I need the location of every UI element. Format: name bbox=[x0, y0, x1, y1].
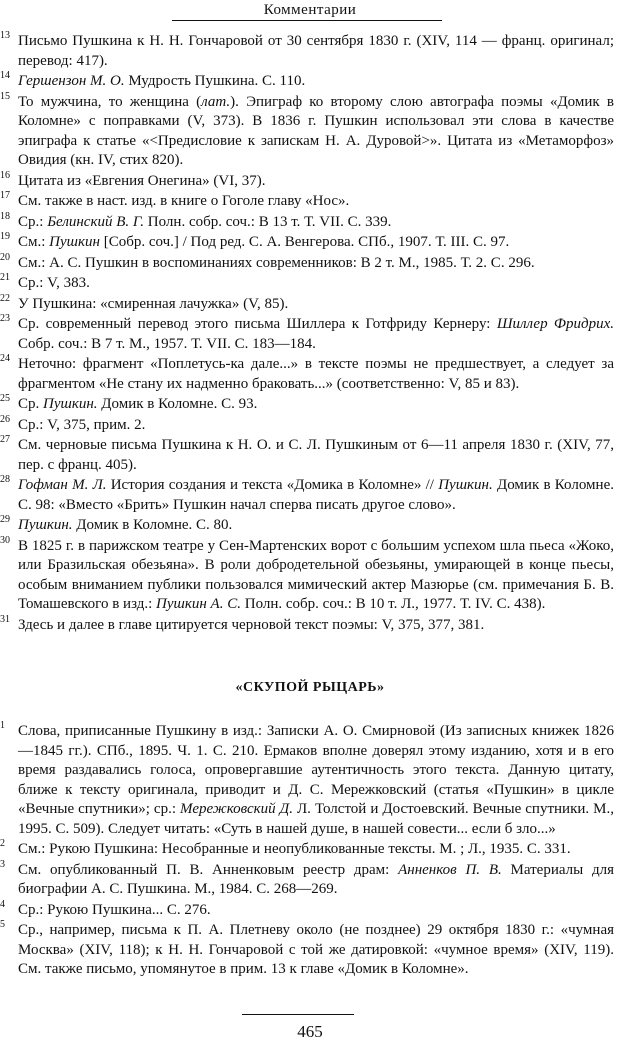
footnote-italic-text: Гофман М. Л. bbox=[18, 477, 107, 493]
footnote-27 bbox=[0, 436, 620, 475]
footnote-text: Домик в Коломне. С. 98: «Вместо «Брить» Пушкин начал сперва писать другое слово». bbox=[18, 477, 614, 513]
footnote-number: 4 bbox=[0, 898, 5, 910]
footnote-text: В 1825 г. в парижском театре у Сен-Мартенских ворот с большим успехом шла пьеса «Жоко, или Бразильская обезьяна». В роли добродетельной обезьяны, умирающей в конце пьесы, особым вниманием публики пользовался мимический актер Мазюрье (см. примечания Б. В. Томашевского в изд.: bbox=[18, 537, 614, 612]
footnote-text: Домик в Коломне. С. 93. bbox=[97, 396, 258, 412]
footnote-italic-text: Белинский В. Г. bbox=[47, 213, 145, 230]
footnote-1 bbox=[0, 722, 620, 839]
footnote-24 bbox=[0, 355, 620, 394]
footnote-29 bbox=[0, 516, 620, 536]
footnote-4 bbox=[0, 898, 620, 921]
footnote-text: Ср. bbox=[18, 396, 44, 412]
footnote-text: См.: bbox=[18, 234, 50, 250]
footnote-text: Ср., например, письма к П. А. Плетневу около (не позднее) 29 октября 1830 г.: «чумная Москва» (XIV, 118); к Н. Н. Гончаровой с той же датировкой: «чумное время» (XIV, 119). См. также письмо, упомянутое в прим. 13 к главе «Домик в Коломне». bbox=[18, 922, 614, 977]
footnote-number: 16 bbox=[0, 169, 10, 181]
footnote-text: У Пушкина: «смиренная лачужка» (V, 85). bbox=[18, 295, 289, 312]
footnote-number: 26 bbox=[0, 413, 10, 425]
footnote-number: 22 bbox=[0, 292, 10, 304]
footnote-20 bbox=[0, 251, 620, 274]
footnote-number: 31 bbox=[0, 613, 10, 625]
footnote-text: То мужчина, то женщина ( bbox=[18, 93, 202, 110]
footnote-text: Ср.: V, 383. bbox=[18, 275, 90, 291]
footnote-text: Слова, приписанные Пушкину в изд.: Записки А. О. Смирновой (Из записных книжек 1826—1845 гг.). СПб., 1895. Ч. 1. С. 210. Ермаков вполне доверял этому изданию, хотя и в его время раздавались голоса, опровергавшие аутентичность этого текста. Данную цитату, ближе к тексту оригинала, приводит и Д. С. Мережковский (статья «Пушкин» в цикле «Вечные спутники»; ср.: bbox=[18, 723, 614, 817]
footnote-italic-text: лат. bbox=[201, 93, 231, 110]
footnote-number: 14 bbox=[0, 70, 10, 81]
footnote-number: 3 bbox=[0, 858, 5, 870]
footnote-text: См. опубликованный П. В. Анненковым реестр драм: bbox=[18, 861, 399, 878]
footnote-text: Ср.: V, 375, прим. 2. bbox=[18, 416, 146, 433]
footnote-number: 27 bbox=[0, 434, 10, 445]
footnote-number: 18 bbox=[0, 210, 10, 222]
footnote-18 bbox=[0, 210, 620, 233]
footnote-number: 1 bbox=[0, 720, 5, 731]
footnote-text: Ср.: bbox=[18, 213, 48, 230]
footnote-text: Неточно: фрагмент «Поплетусь-ка дале...» в тексте поэмы не предшествует, а следует за фрагментом «Не стану их надменно браковать...» (соответственно: V, 85 и 83). bbox=[18, 356, 614, 392]
footnote-28 bbox=[0, 476, 620, 515]
footnote-22 bbox=[0, 292, 620, 315]
footnote-text: Здесь и далее в главе цитируется черновой текст поэмы: V, 375, 377, 381. bbox=[18, 616, 485, 633]
footnote-text: Ср. современный перевод этого письма Шиллера к Готфриду Кернеру: bbox=[18, 316, 497, 332]
footnote-text: Мудрость Пушкина. С. 110. bbox=[124, 73, 306, 89]
footnote-number: 29 bbox=[0, 514, 10, 525]
footnote-number: 19 bbox=[0, 231, 10, 242]
footnote-number: 20 bbox=[0, 251, 10, 263]
footnote-13 bbox=[0, 32, 620, 71]
footnote-23 bbox=[0, 315, 620, 354]
footnote-text: [Собр. соч.] / Под ред. С. А. Венгерова. СПб., 1907. Т. III. С. 97. bbox=[99, 234, 510, 250]
footnote-italic-text: Анненков П. В. bbox=[398, 861, 502, 878]
footnote-30 bbox=[0, 534, 620, 615]
footnote-text: Домик в Коломне. С. 80. bbox=[72, 517, 233, 533]
footnote-16 bbox=[0, 169, 620, 192]
footnote-number: 30 bbox=[0, 534, 10, 546]
footnote-number: 15 bbox=[0, 90, 10, 102]
footnote-text: История создания и текста «Домика в Коломне» // bbox=[106, 477, 439, 493]
footnote-text: Материалы для биографии А. С. Пушкина. М., 1984. С. 268—269. bbox=[18, 861, 614, 897]
footnote-number: 5 bbox=[0, 919, 5, 930]
footnote-text: Цитата из «Евгения Онегина» (VI, 37). bbox=[18, 172, 266, 189]
footnote-text: Ср.: Рукою Пушкина... С. 276. bbox=[18, 901, 211, 918]
footnote-text: См.: Рукою Пушкина: Несобранные и неопубликованные тексты. М. ; Л., 1935. С. 331. bbox=[18, 841, 571, 857]
footnote-text: ). Эпиграф ко второму слою автографа поэмы «Домик в Коломне» с поправками (V, 373). В 1836 г. Пушкин использовал эти слова в качестве эпиграфа к статье «<Предисловие к запискам Н. А. Дуровой>». Цитата из «Метаморфоз» Овидия (кн. IV, стих 820). bbox=[18, 93, 614, 168]
footnote-text: См. также в наст. изд. в книге о Гоголе главу «Нос». bbox=[18, 193, 350, 209]
footnote-italic-text: Гершензон М. О. bbox=[18, 73, 125, 89]
page-number: 465 bbox=[297, 1022, 323, 1041]
footnote-text: Полн. собр. соч.: В 10 т. Л., 1977. Т. IV. С. 438). bbox=[240, 596, 546, 612]
footnote-number: 17 bbox=[0, 190, 10, 201]
footnote-italic-text: Пушкин. bbox=[18, 517, 73, 533]
footnote-italic-text: Шиллер Фридрих. bbox=[496, 316, 614, 332]
header-rule bbox=[172, 20, 442, 21]
footnote-25 bbox=[0, 395, 620, 415]
footnote-26 bbox=[0, 413, 620, 436]
footnote-number: 23 bbox=[0, 313, 10, 324]
footnote-number: 24 bbox=[0, 353, 10, 364]
footnote-italic-text: Пушкин А. С. bbox=[156, 596, 241, 612]
footnote-text: Л. Толстой и Достоевский. Вечные спутники. М., 1995. С. 509). Следует читать: «Суть в нашей душе, в нашей совести... если б зло...» bbox=[18, 801, 614, 837]
footnote-3 bbox=[0, 858, 620, 900]
notes-list-domik bbox=[0, 32, 620, 636]
footnote-text: Полн. собр. соч.: В 13 т. Т. VII. С. 339. bbox=[144, 213, 392, 230]
section-title: «СКУПОЙ РЫЦАРЬ» bbox=[235, 680, 385, 695]
footnote-italic-text: Пушкин. bbox=[43, 396, 98, 412]
footnote-text: См.: А. С. Пушкин в воспоминаниях современников: В 2 т. М., 1985. Т. 2. С. 296. bbox=[18, 254, 535, 271]
footnote-text: Собр. соч.: В 7 т. М., 1957. Т. VII. С. 183—184. bbox=[18, 335, 316, 352]
running-head: Комментарии bbox=[263, 2, 357, 18]
footnote-19 bbox=[0, 233, 620, 253]
footnote-2 bbox=[0, 840, 620, 860]
footnote-text: Письмо Пушкина к Н. Н. Гончаровой от 30 сентября 1830 г. (XIV, 114 — франц. оригинал; перевод: 417). bbox=[18, 33, 614, 69]
footnote-21 bbox=[0, 274, 620, 294]
footnote-number: 2 bbox=[0, 838, 5, 849]
footnote-italic-text: Пушкин bbox=[49, 234, 100, 250]
footnote-14 bbox=[0, 72, 620, 92]
footnote-15 bbox=[0, 90, 620, 171]
footnote-text: См. черновые письма Пушкина к Н. О. и С. Л. Пушкиным от 6—11 апреля 1830 г. (XIV, 77, пер. с франц. 405). bbox=[18, 437, 614, 473]
footnote-italic-text: Мережковский Д. bbox=[180, 801, 293, 817]
footnote-number: 28 bbox=[0, 474, 10, 485]
footnote-number: 21 bbox=[0, 272, 10, 283]
footnote-17 bbox=[0, 192, 620, 212]
footnote-number: 25 bbox=[0, 393, 10, 404]
footnote-italic-text: Пушкин. bbox=[438, 477, 493, 493]
footnote-31 bbox=[0, 613, 620, 636]
footnote-number: 13 bbox=[0, 30, 10, 41]
footer-rule bbox=[242, 1014, 354, 1015]
notes-list-skupoy bbox=[0, 722, 620, 981]
footnote-5 bbox=[0, 921, 620, 980]
